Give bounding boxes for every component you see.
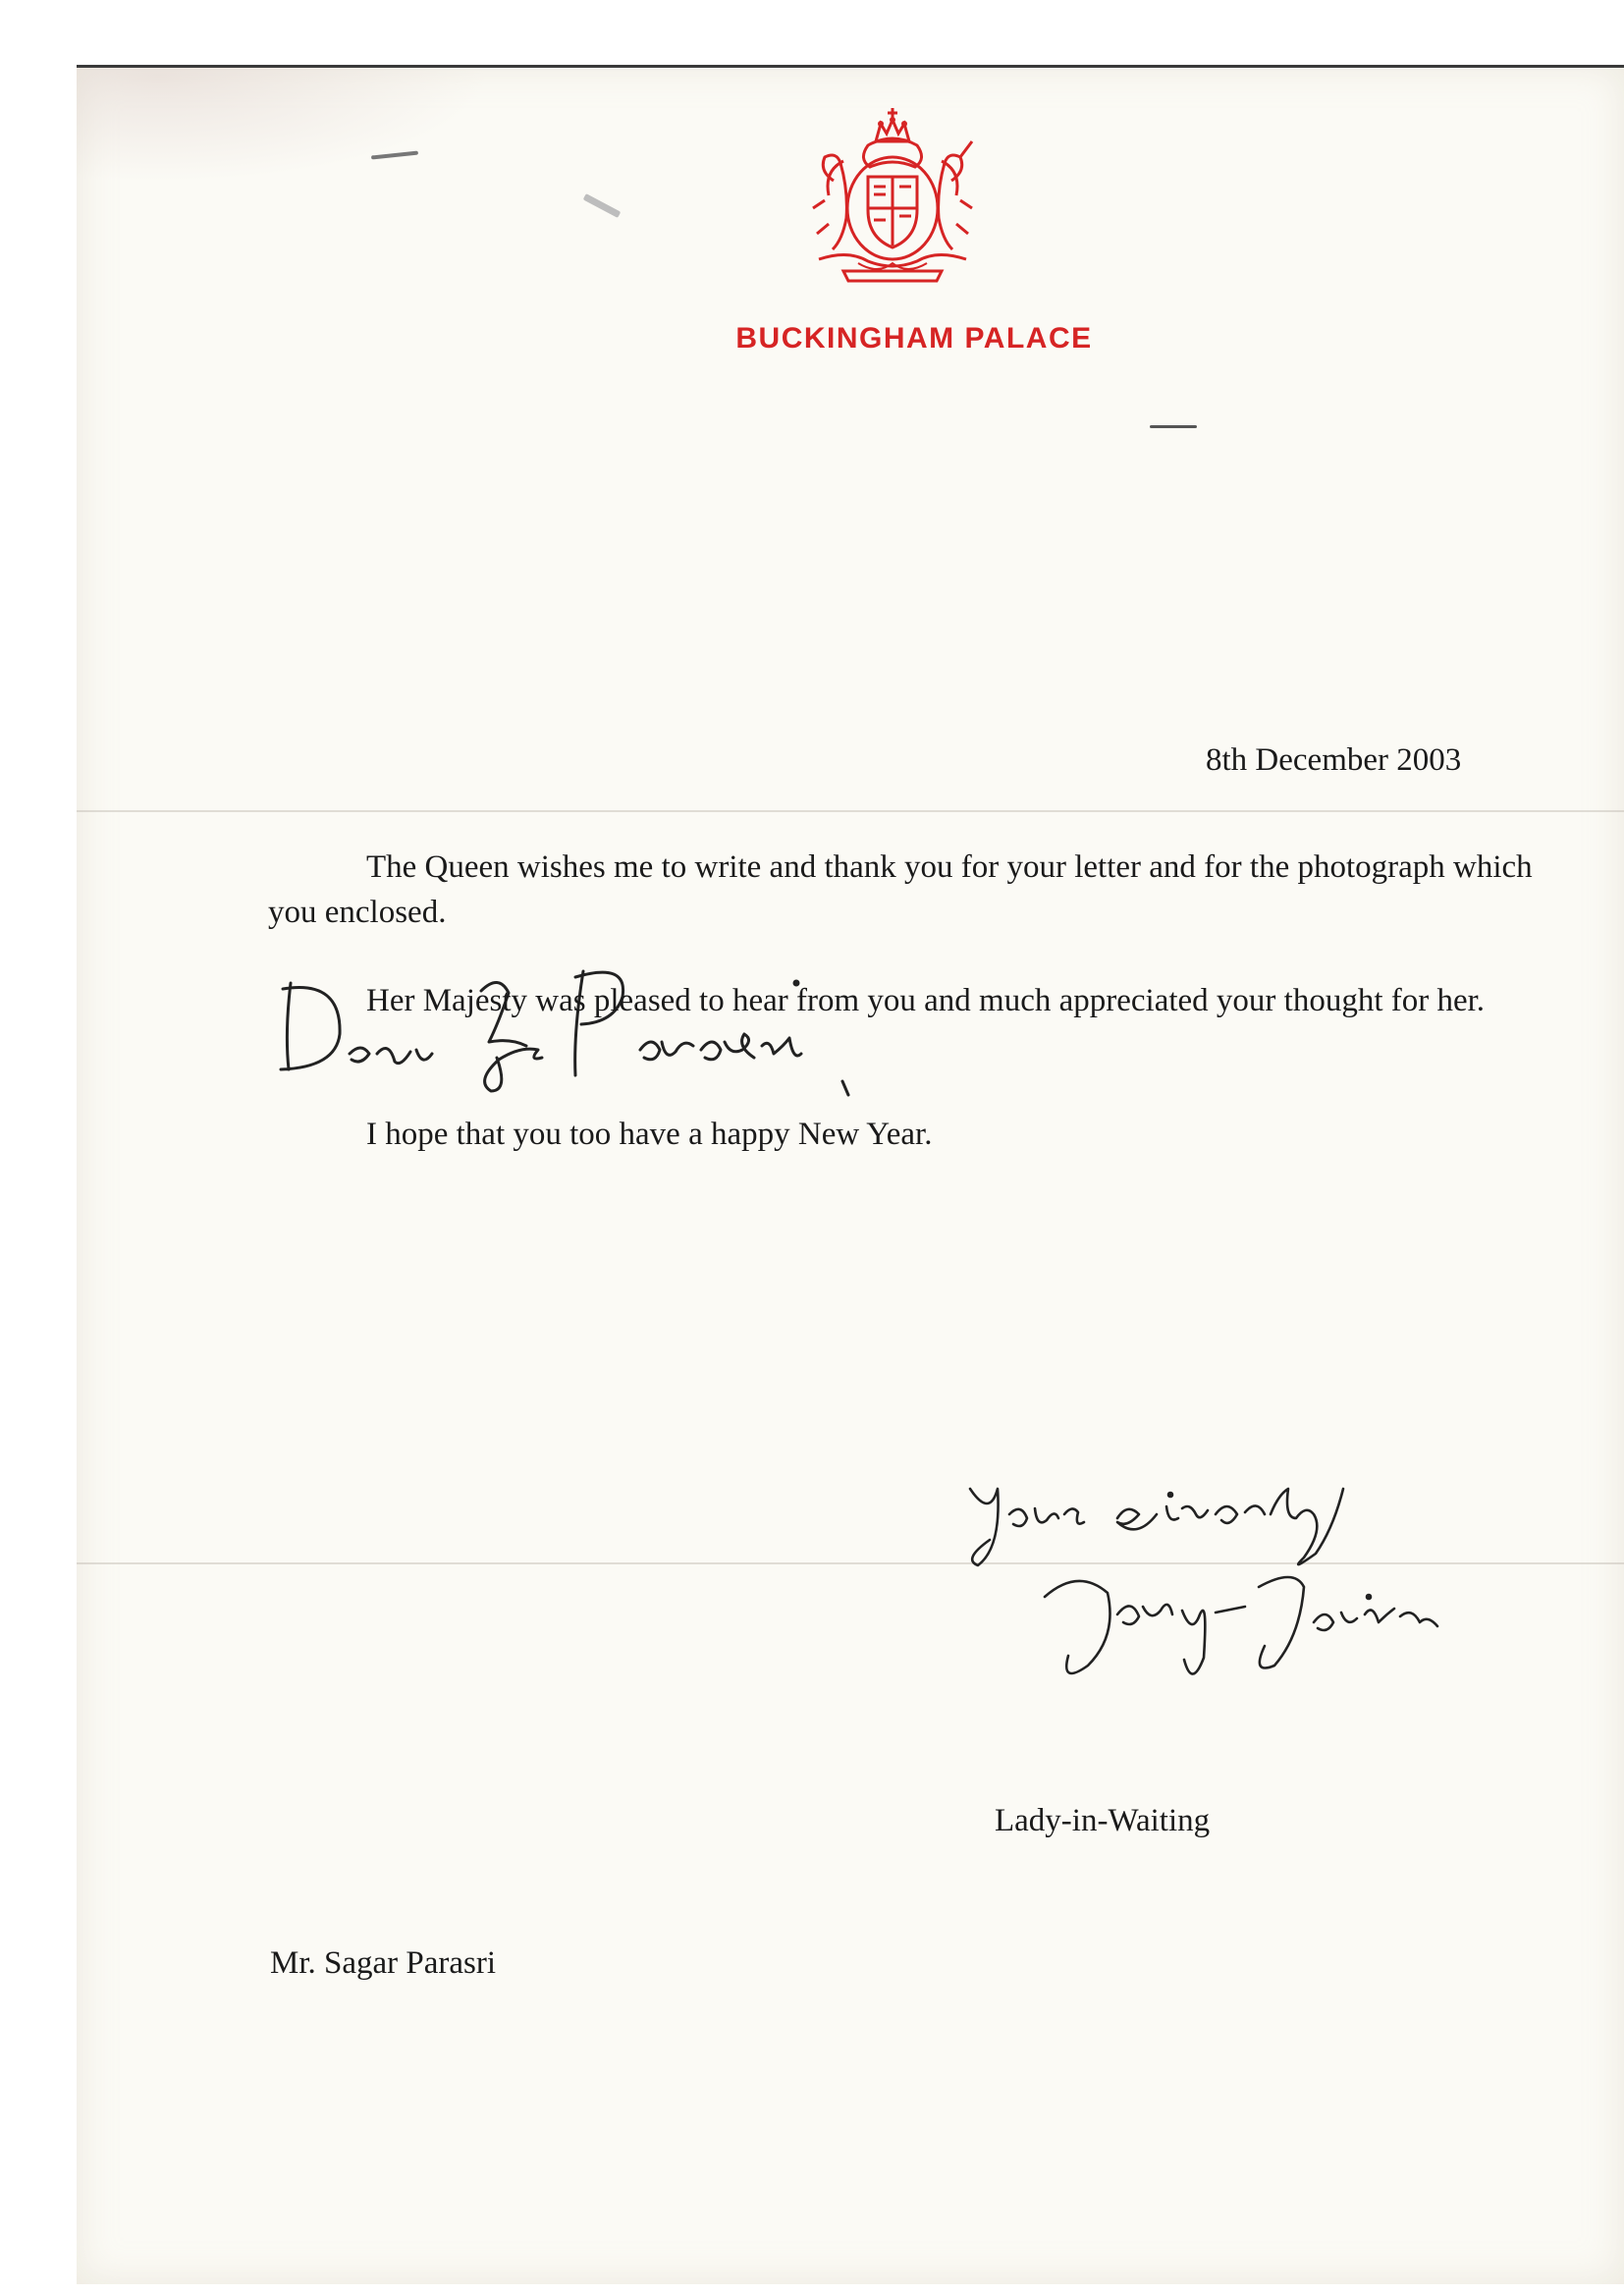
signatory-role: Lady-in-Waiting	[995, 1803, 1211, 1838]
royal-coat-of-arms-icon	[789, 102, 996, 289]
recipient-name: Mr. Sagar Parasri	[270, 1945, 497, 1981]
fold-line	[77, 810, 1624, 812]
body-paragraph: The Queen wishes me to write and thank you for your letter and for the photograph which you enclosed.	[268, 849, 1533, 930]
handwritten-closing-and-signature	[950, 1449, 1540, 1715]
paper-top-edge	[77, 65, 1624, 68]
letter-date: 8th December 2003	[1206, 742, 1462, 778]
staple-mark	[1150, 425, 1197, 428]
letterhead-title: BUCKINGHAM PALACE	[735, 322, 1093, 355]
staple-mark	[371, 151, 418, 160]
body-paragraph: I hope that you too have a happy New Year.	[366, 1117, 933, 1152]
staple-mark	[583, 193, 622, 218]
body-paragraph: Her Majesty was pleased to hear from you and much appreciated your thought for her.	[366, 983, 1486, 1018]
letter-sheet	[77, 65, 1624, 2284]
